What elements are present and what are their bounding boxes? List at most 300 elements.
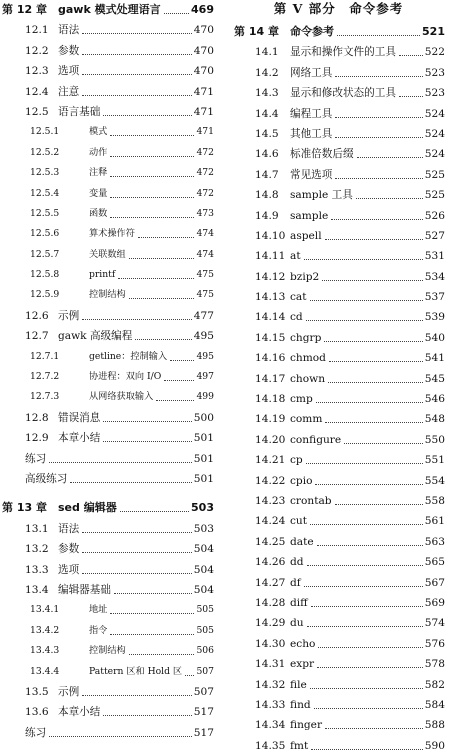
toc-entry-title: 变量 — [89, 187, 108, 199]
toc-entry-number: 14.24 — [255, 515, 286, 528]
toc-subsection-row[interactable] — [0, 387, 214, 407]
dot-leader — [335, 117, 423, 118]
dot-leader — [185, 675, 194, 676]
toc-entry-page: 501 — [193, 432, 214, 445]
toc-entry-page: 576 — [424, 637, 445, 650]
toc-section-row[interactable] — [0, 102, 214, 122]
toc-entry-page: 523 — [424, 87, 445, 100]
toc-entry-number: 14.26 — [255, 556, 286, 569]
toc-entry-page: 523 — [424, 66, 445, 79]
toc-entry-page: 588 — [424, 719, 445, 732]
toc-entry-page: 545 — [424, 372, 445, 385]
dot-leader — [103, 115, 192, 116]
dot-leader — [324, 341, 423, 342]
toc-entry-title: 本章小结 — [58, 432, 101, 445]
toc-subsection-row[interactable] — [0, 347, 214, 367]
toc-section-row[interactable] — [232, 532, 445, 552]
dot-leader — [328, 382, 423, 383]
toc-entry-page: 477 — [193, 309, 214, 322]
toc-entry-page: 474 — [196, 228, 214, 240]
toc-section-row[interactable] — [232, 450, 445, 470]
toc-entry-page: 569 — [424, 596, 445, 609]
toc-entry-number: 13.5 — [25, 685, 49, 698]
dot-leader — [110, 135, 194, 136]
toc-entry-number: 14.25 — [255, 535, 286, 548]
toc-entry-page: 565 — [424, 556, 445, 569]
toc-section-row[interactable] — [232, 267, 445, 287]
toc-section-row[interactable] — [0, 682, 214, 702]
toc-entry-page: 470 — [193, 44, 214, 57]
toc-section-row[interactable] — [232, 715, 445, 735]
dot-leader — [306, 320, 423, 321]
dot-leader — [311, 749, 423, 750]
dot-leader — [110, 176, 194, 177]
toc-entry-title: sed 编辑器 — [58, 501, 117, 515]
toc-entry-title: Pattern 区和 Hold 区 — [89, 665, 183, 677]
toc-entry-number: 14.4 — [255, 107, 279, 120]
toc-section-row[interactable] — [232, 471, 445, 491]
toc-entry-number: 14.8 — [255, 189, 279, 202]
toc-entry-number: 12.5.8 — [30, 269, 60, 281]
toc-entry-page: 504 — [193, 543, 214, 556]
toc-entry-page: 503 — [193, 522, 214, 535]
dot-leader — [317, 545, 423, 546]
dot-leader — [118, 278, 194, 279]
toc-entry-page: 551 — [424, 454, 445, 467]
toc-entry-title: 显示和修改状态的工具 — [290, 87, 396, 100]
toc-entry-title: getline：控制输入 — [89, 350, 168, 362]
toc-entry-page: 470 — [193, 65, 214, 78]
dot-leader — [103, 421, 192, 422]
toc-entry-number: 12.5.2 — [30, 146, 60, 158]
toc-entry-number: 14.30 — [255, 637, 286, 650]
toc-entry-title: cut — [290, 515, 308, 528]
toc-entry-title: printf — [89, 269, 116, 281]
dot-leader — [304, 259, 423, 260]
toc-subsection-row[interactable] — [0, 285, 214, 305]
toc-entry-number: 12.5.7 — [30, 248, 60, 260]
toc-entry-number: 12.4 — [25, 85, 49, 98]
toc-section-row[interactable] — [232, 409, 445, 429]
toc-entry-title: diff — [290, 596, 308, 609]
toc-entry-number: 14.28 — [255, 596, 286, 609]
toc-section-row[interactable] — [0, 428, 214, 448]
dot-leader — [110, 156, 194, 157]
toc-entry-page: 475 — [196, 289, 214, 301]
toc-entry-page: 473 — [196, 207, 214, 219]
dot-leader — [310, 524, 423, 525]
toc-entry-page: 472 — [196, 187, 214, 199]
toc-subsection-row[interactable] — [0, 204, 214, 224]
toc-entry-number: 13.4.4 — [30, 665, 60, 677]
toc-entry-number: 14.19 — [255, 413, 286, 426]
toc-chapter-row[interactable] — [232, 22, 445, 42]
toc-section-row[interactable] — [232, 511, 445, 531]
dot-leader — [304, 586, 423, 587]
toc-entry-title: expr — [290, 658, 315, 671]
toc-entry-title: 错误消息 — [58, 411, 101, 424]
toc-section-row[interactable] — [232, 491, 445, 511]
toc-entry-title: gawk 高级编程 — [58, 330, 133, 343]
toc-entry-number: 14.7 — [255, 168, 279, 181]
toc-entry-number: 第 14 章 — [234, 25, 279, 38]
toc-section-row[interactable] — [232, 430, 445, 450]
toc-section-row[interactable] — [232, 144, 445, 164]
toc-section-row[interactable] — [232, 287, 445, 307]
toc-entry-page: 534 — [424, 270, 445, 283]
toc-entry-title: 参数 — [58, 543, 80, 556]
toc-entry-title: 注释 — [89, 167, 108, 179]
toc-entry-page: 471 — [193, 85, 214, 98]
toc-entry-title: dd — [290, 556, 304, 569]
toc-entry-number: 14.13 — [255, 291, 286, 304]
toc-entry-page: 550 — [424, 433, 445, 446]
chapter-gap — [0, 489, 214, 498]
toc-entry-page: 472 — [196, 167, 214, 179]
toc-entry-number: 12.7.3 — [30, 391, 60, 403]
toc-entry-title: aspell — [290, 229, 322, 242]
toc-entry-number: 13.4.2 — [30, 624, 60, 636]
toc-entry-number: 14.17 — [255, 372, 286, 385]
toc-entry-page: 504 — [193, 583, 214, 596]
toc-entry-title: 选项 — [58, 65, 80, 78]
toc-entry-number: 14.29 — [255, 617, 286, 630]
toc-section-row[interactable] — [0, 519, 214, 539]
toc-entry-number: 14.27 — [255, 576, 286, 589]
toc-entry-page: 582 — [424, 678, 445, 691]
dot-leader — [335, 137, 423, 138]
toc-entry-number: 14.11 — [255, 250, 286, 263]
toc-entry-number: 13.2 — [25, 543, 49, 556]
toc-subsection-row[interactable] — [0, 163, 214, 183]
toc-subsection-row[interactable] — [0, 265, 214, 285]
toc-entry-title: df — [290, 576, 301, 589]
toc-entry-title: comm — [290, 413, 323, 426]
toc-entry-title: sample 工具 — [290, 189, 353, 202]
toc-entry-page: 495 — [193, 330, 214, 343]
toc-entry-page: 525 — [424, 168, 445, 181]
toc-entry-number: 12.5.6 — [30, 228, 60, 240]
dot-leader — [357, 157, 423, 158]
toc-entry-title: 关联数组 — [89, 248, 126, 260]
dot-leader — [82, 532, 192, 533]
dot-leader — [170, 360, 194, 361]
toc-section-row[interactable] — [232, 83, 445, 103]
dot-leader — [314, 708, 423, 709]
toc-section-row[interactable] — [232, 634, 445, 654]
toc-subsection-row[interactable] — [0, 367, 214, 387]
toc-entry-title: cd — [290, 311, 303, 324]
toc-entry-page: 521 — [422, 25, 445, 38]
toc-entry-page: 527 — [424, 229, 445, 242]
dot-leader — [82, 573, 192, 574]
toc-entry-title: echo — [290, 637, 316, 650]
toc-section-row[interactable] — [0, 449, 214, 469]
toc-entry-title: du — [290, 617, 304, 630]
dot-leader — [325, 728, 423, 729]
toc-entry-page: 506 — [196, 645, 214, 657]
toc-subsection-row[interactable] — [0, 184, 214, 204]
toc-entry-page: 524 — [424, 127, 445, 140]
toc-entry-page: 558 — [424, 494, 445, 507]
toc-entry-title: finger — [290, 719, 323, 732]
dot-leader — [49, 736, 192, 737]
toc-entry-page: 525 — [424, 189, 445, 202]
toc-entry-title: 命令参考 — [290, 25, 334, 38]
toc-entry-title: gawk 模式处理语言 — [58, 3, 161, 16]
toc-section-row[interactable] — [232, 552, 445, 572]
toc-section-row[interactable] — [0, 20, 214, 40]
toc-section-row[interactable] — [0, 408, 214, 428]
dot-leader — [322, 280, 423, 281]
toc-entry-page: 584 — [424, 698, 445, 711]
dot-leader — [156, 400, 194, 401]
toc-entry-number: 12.5 — [25, 105, 49, 118]
toc-section-row[interactable] — [232, 654, 445, 674]
toc-entry-title: bzip2 — [290, 270, 320, 283]
toc-subsection-row[interactable] — [0, 621, 214, 641]
toc-entry-number: 13.3 — [25, 563, 49, 576]
toc-entry-number: 14.33 — [255, 698, 286, 711]
dot-leader — [103, 715, 192, 716]
toc-section-row[interactable] — [0, 326, 214, 346]
toc-entry-number: 13.4 — [25, 583, 49, 596]
toc-entry-page: 505 — [196, 604, 214, 616]
toc-entry-title: 语言基础 — [58, 105, 101, 118]
toc-entry-page: 541 — [424, 352, 445, 365]
toc-section-row[interactable] — [232, 675, 445, 695]
toc-section-row[interactable] — [0, 580, 214, 600]
dot-leader — [335, 178, 423, 179]
dot-leader — [310, 688, 423, 689]
toc-entry-title: cp — [290, 454, 303, 467]
toc-section-row[interactable] — [0, 41, 214, 61]
toc-subsection-row[interactable] — [0, 245, 214, 265]
toc-entry-number: 14.18 — [255, 393, 286, 406]
toc-section-row[interactable] — [232, 695, 445, 715]
toc-section-row[interactable] — [232, 348, 445, 368]
toc-entry-page: 504 — [193, 563, 214, 576]
toc-entry-title: 本章小结 — [58, 706, 101, 719]
toc-right-column — [232, 0, 445, 756]
dot-leader — [135, 339, 192, 340]
toc-entry-page: 501 — [193, 452, 214, 465]
toc-entry-number: 14.12 — [255, 270, 286, 283]
dot-leader — [356, 198, 423, 199]
toc-entry-title: 练习 — [25, 452, 47, 465]
toc-chapter-row[interactable] — [0, 498, 214, 518]
toc-entry-number: 13.4.1 — [30, 604, 60, 616]
toc-entry-number: 12.6 — [25, 309, 49, 322]
toc-entry-number: 14.22 — [255, 474, 286, 487]
dot-leader — [306, 463, 423, 464]
toc-entry-title: 算术操作符 — [89, 228, 135, 240]
toc-entry-title: 网络工具 — [290, 66, 333, 79]
toc-entry-page: 475 — [196, 269, 214, 281]
toc-entry-number: 12.5.5 — [30, 207, 60, 219]
toc-section-row[interactable] — [0, 61, 214, 81]
dot-leader — [337, 35, 420, 36]
dot-leader — [82, 95, 192, 96]
part-title: 第 V 部分 命令参考 — [273, 1, 404, 16]
dot-leader — [103, 441, 192, 442]
toc-entry-page: 471 — [193, 105, 214, 118]
toc-section-row[interactable] — [232, 185, 445, 205]
toc-section-row[interactable] — [0, 306, 214, 326]
toc-entry-page: 500 — [193, 411, 214, 424]
toc-section-row[interactable] — [232, 165, 445, 185]
dot-leader — [310, 300, 423, 301]
toc-entry-title: cat — [290, 291, 307, 304]
toc-entry-page: 470 — [193, 24, 214, 37]
toc-entry-number: 12.9 — [25, 432, 49, 445]
dot-leader — [335, 504, 423, 505]
toc-entry-title: configure — [290, 433, 342, 446]
toc-entry-number: 12.5.3 — [30, 167, 60, 179]
toc-section-row[interactable] — [232, 369, 445, 389]
toc-entry-number: 14.1 — [255, 46, 279, 59]
dot-leader — [129, 258, 194, 259]
dot-leader — [325, 422, 423, 423]
dot-leader — [129, 654, 194, 655]
toc-entry-page: 539 — [424, 311, 445, 324]
toc-subsection-row[interactable] — [0, 662, 214, 682]
toc-entry-number: 14.16 — [255, 352, 286, 365]
dot-leader — [399, 55, 423, 56]
dot-leader — [82, 695, 192, 696]
toc-entry-page: 503 — [191, 501, 214, 515]
toc-section-row[interactable] — [232, 573, 445, 593]
toc-section-row[interactable] — [232, 389, 445, 409]
dot-leader — [311, 606, 423, 607]
toc-entry-title: 地址 — [89, 604, 108, 616]
toc-section-row[interactable] — [232, 63, 445, 83]
toc-entry-number: 14.31 — [255, 658, 286, 671]
toc-subsection-row[interactable] — [0, 122, 214, 142]
dot-leader — [318, 647, 423, 648]
toc-entry-number: 12.5.4 — [30, 187, 60, 199]
toc-subsection-row[interactable] — [0, 224, 214, 244]
toc-section-row[interactable] — [0, 560, 214, 580]
toc-entry-page: 507 — [196, 665, 214, 677]
toc-entry-number: 14.21 — [255, 454, 286, 467]
toc-subsection-row[interactable] — [0, 600, 214, 620]
toc-entry-number: 14.23 — [255, 494, 286, 507]
toc-entry-number: 12.7.2 — [30, 371, 60, 383]
toc-entry-number: 14.3 — [255, 87, 279, 100]
dot-leader — [110, 217, 194, 218]
toc-entry-number: 14.6 — [255, 148, 279, 161]
toc-section-row[interactable] — [0, 82, 214, 102]
toc-entry-number: 12.8 — [25, 411, 49, 424]
dot-leader — [120, 511, 189, 512]
toc-entry-number: 12.5.1 — [30, 126, 60, 138]
toc-entry-number: 12.1 — [25, 24, 49, 37]
dot-leader — [129, 298, 194, 299]
toc-entry-title: file — [290, 678, 307, 691]
toc-entry-number: 14.2 — [255, 66, 279, 79]
toc-section-row[interactable] — [0, 539, 214, 559]
toc-section-row[interactable] — [232, 593, 445, 613]
toc-entry-page: 469 — [191, 3, 214, 16]
toc-section-row[interactable] — [232, 613, 445, 633]
toc-entry-page: 495 — [196, 350, 214, 362]
toc-section-row[interactable] — [232, 104, 445, 124]
toc-entry-title: 练习 — [25, 726, 47, 739]
toc-section-row[interactable] — [232, 226, 445, 246]
dot-leader — [325, 239, 423, 240]
toc-entry-title: 编程工具 — [290, 107, 333, 120]
toc-entry-title: 示例 — [58, 309, 80, 322]
dot-leader — [49, 462, 192, 463]
toc-entry-title: 语法 — [58, 24, 80, 37]
toc-entry-page: 578 — [424, 658, 445, 671]
toc-entry-title: 动作 — [89, 146, 108, 158]
toc-section-row[interactable] — [0, 723, 214, 743]
dot-leader — [335, 76, 423, 77]
toc-entry-title: crontab — [290, 494, 332, 507]
toc-section-row[interactable] — [232, 307, 445, 327]
toc-entry-number: 14.34 — [255, 719, 286, 732]
toc-entry-title: 语法 — [58, 522, 80, 535]
toc-chapter-row[interactable] — [0, 0, 214, 20]
dot-leader — [82, 74, 192, 75]
toc-entry-title: 常见选项 — [290, 168, 333, 181]
toc-entry-page: 574 — [424, 617, 445, 630]
toc-entry-title: 显示和操作文件的工具 — [290, 46, 396, 59]
dot-leader — [317, 667, 423, 668]
toc-entry-number: 14.14 — [255, 311, 286, 324]
dot-leader — [82, 54, 192, 55]
toc-entry-title: 协进程：双向 I/O — [89, 371, 162, 383]
toc-entry-page: 590 — [424, 739, 445, 752]
toc-section-row[interactable] — [232, 246, 445, 266]
dot-leader — [82, 319, 192, 320]
toc-section-row[interactable] — [0, 702, 214, 722]
toc-entry-page: 505 — [196, 624, 214, 636]
toc-section-row[interactable] — [0, 469, 214, 489]
toc-section-row[interactable] — [232, 42, 445, 62]
toc-entry-page: 526 — [424, 209, 445, 222]
toc-entry-number: 13.4.3 — [30, 645, 60, 657]
toc-entry-number: 14.20 — [255, 433, 286, 446]
dot-leader — [399, 96, 423, 97]
toc-section-row[interactable] — [232, 124, 445, 144]
toc-entry-page: 546 — [424, 393, 445, 406]
toc-entry-title: find — [290, 698, 311, 711]
toc-entry-number: 12.2 — [25, 44, 49, 57]
toc-entry-number: 12.7.1 — [30, 350, 60, 362]
dot-leader — [70, 482, 192, 483]
toc-section-row[interactable] — [232, 736, 445, 756]
toc-entry-number: 12.5.9 — [30, 289, 60, 301]
toc-entry-title: 选项 — [58, 563, 80, 576]
toc-entry-title: chgrp — [290, 331, 322, 344]
toc-section-row[interactable] — [232, 206, 445, 226]
toc-entry-title: 控制结构 — [89, 645, 126, 657]
toc-entry-number: 12.7 — [25, 330, 49, 343]
toc-entry-number: 第 12 章 — [2, 3, 47, 16]
toc-subsection-row[interactable] — [0, 641, 214, 661]
toc-section-row[interactable] — [232, 328, 445, 348]
toc-entry-title: 模式 — [89, 126, 108, 138]
toc-entry-title: 从网络获取输入 — [89, 391, 154, 403]
toc-entry-title: sample — [290, 209, 329, 222]
toc-subsection-row[interactable] — [0, 143, 214, 163]
toc-entry-number: 12.3 — [25, 65, 49, 78]
dot-leader — [82, 33, 192, 34]
toc-entry-title: at — [290, 250, 301, 263]
